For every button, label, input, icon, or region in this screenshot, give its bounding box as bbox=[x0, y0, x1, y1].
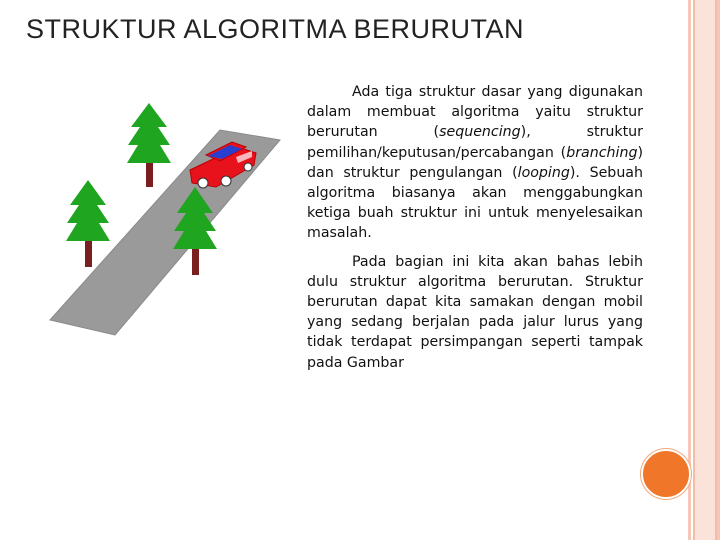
paragraph-2: Pada bagian ini kita akan bahas lebih dulu struktur algoritma berurutan. Struktur berurutan dapat kita samakan dengan mobil yang sedang berjalan pada jalur lurus yang tidak terdapat persimpangan seperti tampak pada Gambar bbox=[307, 253, 643, 371]
decorative-stripe bbox=[693, 0, 717, 540]
body-text bbox=[307, 82, 643, 381]
road-illustration bbox=[40, 95, 290, 345]
decorative-circle bbox=[641, 449, 691, 499]
tree-icon bbox=[127, 103, 171, 187]
paragraph-1: Ada tiga struktur dasar yang digunakan dalam membuat algoritma yaitu struktur berurutan (sequencing), struktur pemilihan/keputusan/percabangan (branching) dan struktur pengulangan (looping). Sebuah algoritma biasanya akan menggabungkan ketiga buah struktur ini untuk menyelesaikan masalah. bbox=[307, 84, 643, 242]
slide-title: STRUKTUR ALGORITMA BERURUTAN bbox=[26, 14, 525, 44]
tree-icon bbox=[66, 180, 110, 267]
decorative-stripe bbox=[688, 0, 691, 540]
